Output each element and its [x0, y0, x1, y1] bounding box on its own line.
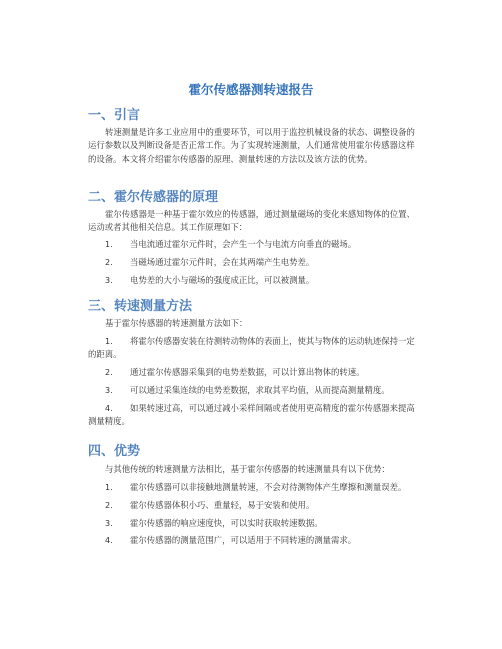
- list-item: [88, 366, 418, 379]
- section-paragraph-method: 基于霍尔传感器的转速测量方法如下：: [105, 318, 248, 328]
- list-item-text: 霍尔传感器体积小巧、重量轻，易于安装和使用。: [130, 499, 315, 510]
- advantages-list: [88, 481, 418, 552]
- list-item-number: 2.: [105, 368, 113, 378]
- list-item: [88, 499, 418, 512]
- list-item-number: 4.: [105, 403, 113, 413]
- list-item-number: 1.: [105, 337, 113, 346]
- list-item: [88, 335, 418, 362]
- list-item-number: 2.: [105, 257, 113, 267]
- list-item-number: 1.: [105, 240, 113, 249]
- list-item-text: 霍尔传感器可以非接触地测量转速，不会对待测物体产生摩擦和测量误差。: [130, 482, 407, 492]
- list-item-text: 霍尔传感器的响应速度快，可以实时获取转速数据。: [130, 517, 323, 528]
- list-item-text: 霍尔传感器的测量范围广，可以适用于不同转速的测量需求。: [130, 535, 357, 546]
- section-heading-intro: 一、引言: [88, 108, 141, 123]
- section-paragraph-principle: 霍尔传感器是一种基于霍尔效应的传感器，通过测量磁场的变化来感知物体的位置、运动或者其他相关信息。其工作原理如下：: [88, 209, 415, 233]
- list-item: [88, 481, 418, 494]
- section-paragraph-advantages: 与其他传统的转速测量方法相比，基于霍尔传感器的转速测量具有以下优势：: [105, 464, 390, 474]
- list-item-text: 电势差的大小与磁场的强度成正比，可以被测量。: [130, 274, 315, 285]
- page-title: 霍尔传感器测转速报告: [188, 82, 314, 97]
- list-item-text: 通过霍尔传感器采集到的电势差数据，可以计算出物体的转速。: [130, 367, 365, 378]
- list-item-number: 2.: [105, 500, 113, 510]
- list-item: [88, 274, 418, 287]
- list-item-text: 如果转速过高，可以通过减小采样间隔或者使用更高精度的霍尔传感器来提高测量精度。: [88, 402, 415, 427]
- section-heading-principle: 二、霍尔传感器的原理: [88, 190, 219, 205]
- list-item-number: 3.: [105, 518, 113, 528]
- list-item: [88, 402, 418, 429]
- principle-list: [88, 238, 418, 291]
- method-list: [88, 335, 418, 433]
- list-item: [88, 517, 418, 530]
- list-item-number: 3.: [105, 275, 113, 285]
- list-item-text: 将霍尔传感器安装在待测转动物体的表面上，使其与物体的运动轨迹保持一定的距离。: [88, 336, 415, 360]
- section-heading-advantages: 四、优势: [88, 444, 141, 459]
- section-heading-method: 三、转速测量方法: [88, 299, 193, 314]
- list-item: [88, 238, 418, 251]
- list-item: [88, 534, 418, 547]
- list-item-text: 可以通过采集连续的电势差数据，求取其平均值，从而提高测量精度。: [130, 385, 390, 395]
- section-paragraph-intro: 转速测量是许多工业应用中的重要环节，可以用于监控机械设备的状态、调整设备的运行参数以及判断设备是否正常工作。为了实现转速测量，人们通常使用霍尔传感器这样的设备。本文将介绍霍尔传感器的原理、测量转速的方法以及该方法的优势。: [88, 127, 415, 164]
- list-item-number: 4.: [105, 536, 113, 546]
- list-item-text: 当电流通过霍尔元件时，会产生一个与电流方向垂直的磁场。: [130, 239, 357, 249]
- list-item: [88, 384, 418, 397]
- list-item: [88, 256, 418, 269]
- list-item-number: 3.: [105, 386, 113, 395]
- list-item-number: 1.: [105, 483, 113, 492]
- list-item-text: 当磁场通过霍尔元件时，会在其两端产生电势差。: [130, 256, 315, 267]
